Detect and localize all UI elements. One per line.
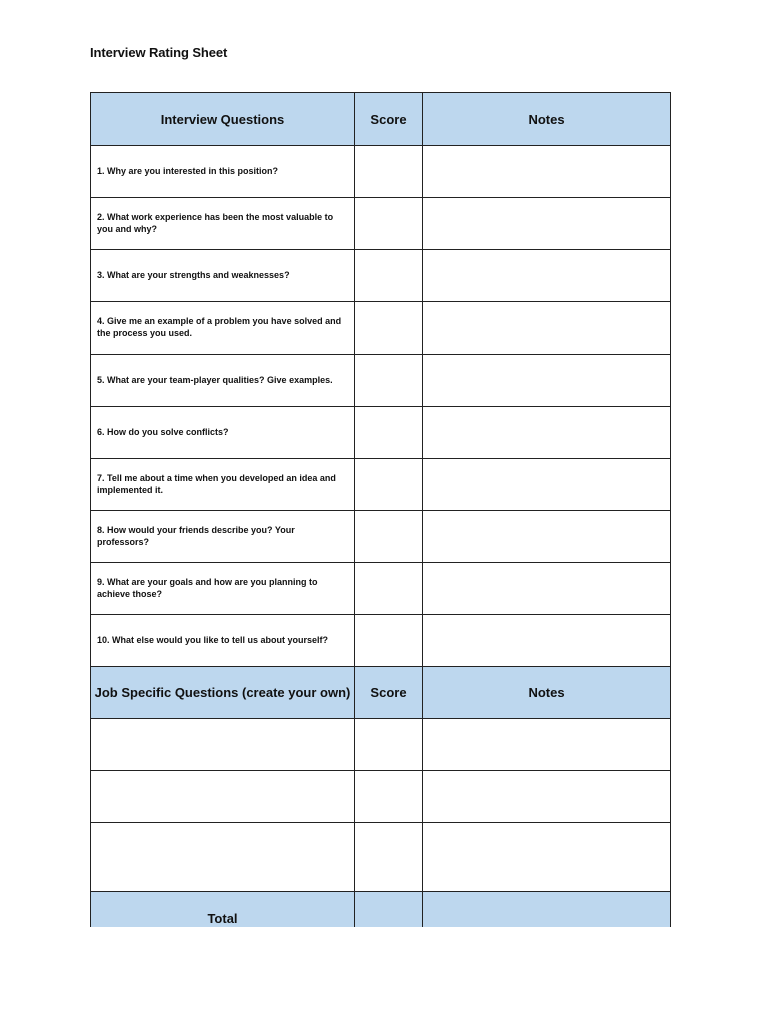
question-row-3 xyxy=(91,250,671,302)
score-cell[interactable] xyxy=(355,511,423,563)
specific-header-row xyxy=(91,667,671,719)
notes-cell[interactable] xyxy=(423,250,671,302)
notes-cell[interactable] xyxy=(423,407,671,459)
notes-cell[interactable] xyxy=(423,459,671,511)
total-notes-cell[interactable] xyxy=(423,892,671,927)
score-header: Score xyxy=(355,667,423,719)
score-cell[interactable] xyxy=(355,615,423,667)
total-label: Total xyxy=(91,892,355,927)
question-row-9 xyxy=(91,563,671,615)
job-specific-questions-header: Job Specific Questions (create your own) xyxy=(91,667,355,719)
notes-header: Notes xyxy=(423,93,671,146)
score-cell[interactable] xyxy=(355,355,423,407)
question-row-1 xyxy=(91,146,671,198)
notes-cell[interactable] xyxy=(423,511,671,563)
question-text: 3. What are your strengths and weaknesses? xyxy=(91,250,355,302)
question-row-2 xyxy=(91,198,671,250)
custom-question-row xyxy=(91,719,671,771)
notes-cell[interactable] xyxy=(423,563,671,615)
page-title: Interview Rating Sheet xyxy=(90,45,228,60)
score-cell[interactable] xyxy=(355,771,423,823)
question-text: 6. How do you solve conflicts? xyxy=(91,407,355,459)
question-text: 2. What work experience has been the most valuable to you and why? xyxy=(91,198,355,250)
score-cell[interactable] xyxy=(355,146,423,198)
score-cell[interactable] xyxy=(355,250,423,302)
total-score-cell[interactable] xyxy=(355,892,423,927)
question-row-6 xyxy=(91,407,671,459)
notes-cell[interactable] xyxy=(423,302,671,355)
question-text: 9. What are your goals and how are you planning to achieve those? xyxy=(91,563,355,615)
notes-cell[interactable] xyxy=(423,355,671,407)
score-cell[interactable] xyxy=(355,302,423,355)
notes-cell[interactable] xyxy=(423,198,671,250)
question-text: 5. What are your team-player qualities? Give examples. xyxy=(91,355,355,407)
question-text: 4. Give me an example of a problem you have solved and the process you used. xyxy=(91,302,355,355)
question-row-4 xyxy=(91,302,671,355)
custom-question-row xyxy=(91,823,671,892)
custom-question-row xyxy=(91,771,671,823)
score-cell[interactable] xyxy=(355,198,423,250)
question-text: 1. Why are you interested in this position? xyxy=(91,146,355,198)
notes-cell[interactable] xyxy=(423,146,671,198)
question-row-5 xyxy=(91,355,671,407)
questions-header: Interview Questions xyxy=(91,93,355,146)
question-text: 7. Tell me about a time when you developed an idea and implemented it. xyxy=(91,459,355,511)
score-cell[interactable] xyxy=(355,719,423,771)
score-cell[interactable] xyxy=(355,459,423,511)
rating-table xyxy=(90,92,671,927)
custom-question-cell[interactable] xyxy=(91,719,355,771)
notes-cell[interactable] xyxy=(423,823,671,892)
score-cell[interactable] xyxy=(355,823,423,892)
score-cell[interactable] xyxy=(355,407,423,459)
custom-question-cell[interactable] xyxy=(91,823,355,892)
question-row-7 xyxy=(91,459,671,511)
notes-cell[interactable] xyxy=(423,719,671,771)
score-cell[interactable] xyxy=(355,563,423,615)
notes-cell[interactable] xyxy=(423,615,671,667)
total-row xyxy=(91,892,671,927)
general-header-row xyxy=(91,93,671,146)
question-text: 10. What else would you like to tell us about yourself? xyxy=(91,615,355,667)
notes-header: Notes xyxy=(423,667,671,719)
question-text: 8. How would your friends describe you? Your professors? xyxy=(91,511,355,563)
notes-cell[interactable] xyxy=(423,771,671,823)
question-row-8 xyxy=(91,511,671,563)
custom-question-cell[interactable] xyxy=(91,771,355,823)
score-header: Score xyxy=(355,93,423,146)
question-row-10 xyxy=(91,615,671,667)
